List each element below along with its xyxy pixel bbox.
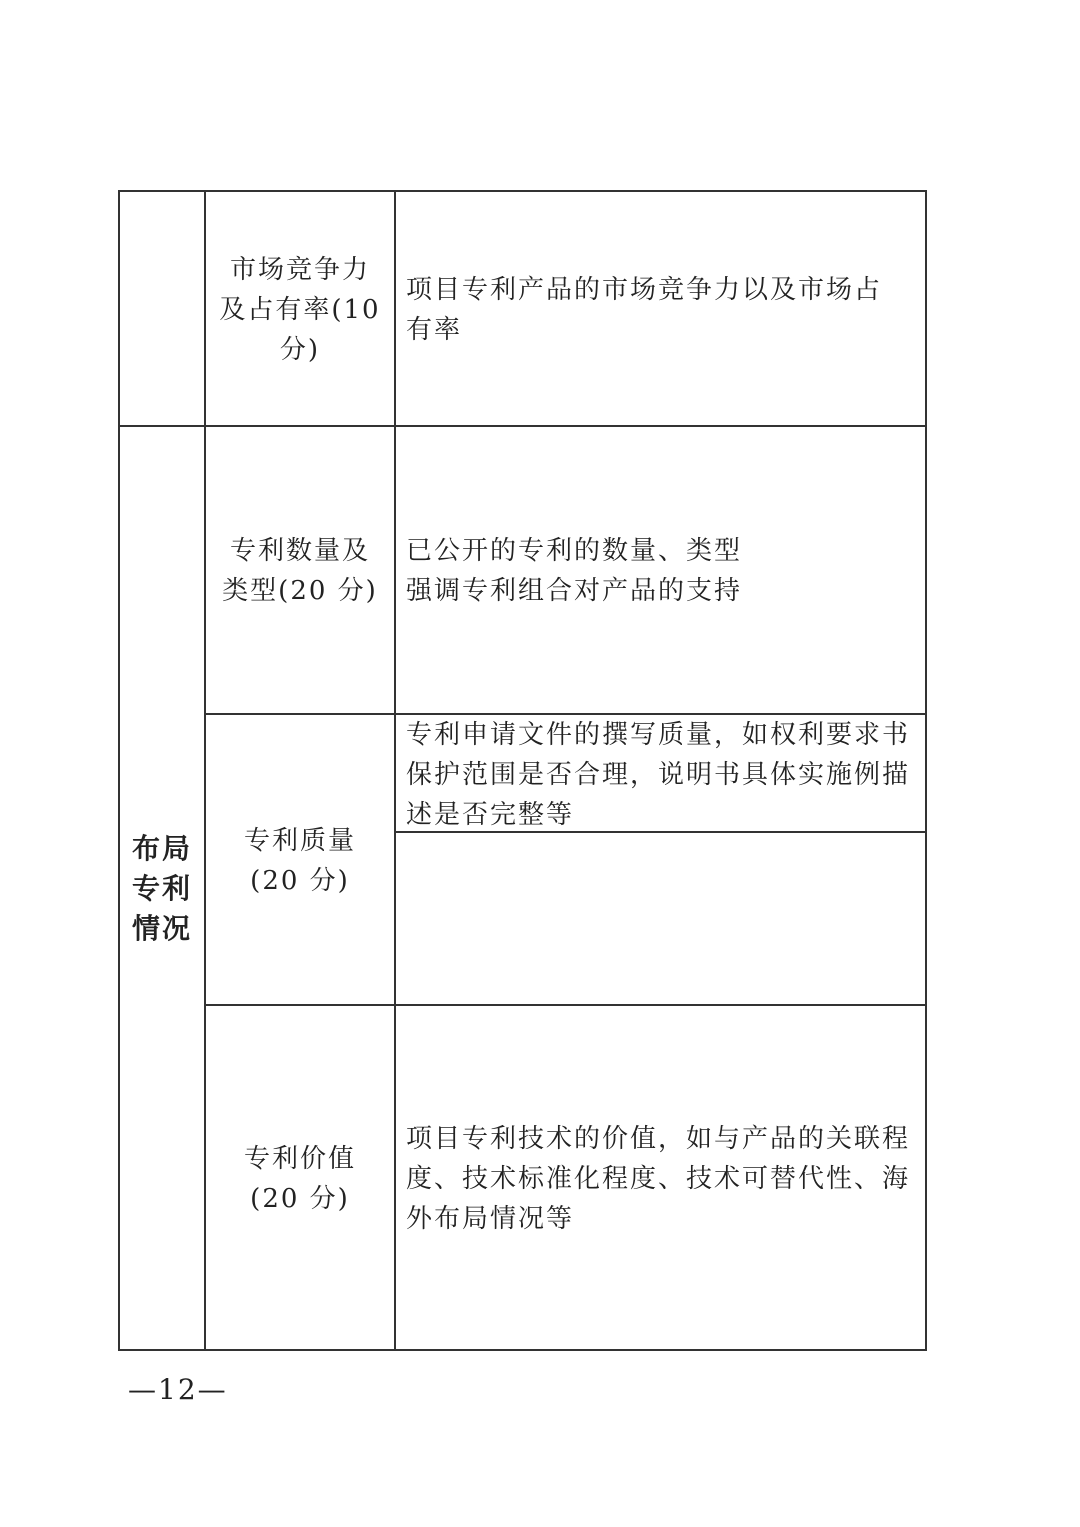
row-divider-4 — [204, 1004, 927, 1006]
table-cell-description-value: 项目专利技术的价值，如与产品的关联程 度、技术标准化程度、技术可替代性、海 外布局情况等 — [406, 1124, 911, 1234]
table-border-left — [118, 190, 120, 1351]
table-cell-description-count: 已公开的专利的数量、类型 强调专利组合对产品的支持 — [406, 536, 743, 606]
table-border-bottom — [118, 1349, 927, 1351]
table-border-top — [118, 190, 927, 192]
table-cell-category-layout: 布局 专利 情况 — [131, 832, 192, 945]
table-cell-item-count: 专利数量及 类型(20 分) — [222, 536, 378, 606]
table-cell-description-quality: 专利申请文件的撰写质量，如权利要求书 保护范围是否合理，说明书具体实施例描 述是否完整等 — [406, 720, 911, 830]
table-cell-item-value: 专利价值 (20 分) — [243, 1144, 356, 1214]
page-number: —12— — [128, 1373, 228, 1406]
table-cell-item-quality: 专利质量 (20 分) — [243, 826, 356, 896]
table-cell-description-market: 项目专利产品的市场竞争力以及市场占 有率 — [406, 275, 883, 345]
column-divider-2 — [394, 190, 396, 1351]
table-border-right — [925, 190, 927, 1351]
table-cell-item-market: 市场竞争力 及占有率(10 分) — [219, 255, 381, 365]
row-divider-1 — [118, 425, 927, 427]
